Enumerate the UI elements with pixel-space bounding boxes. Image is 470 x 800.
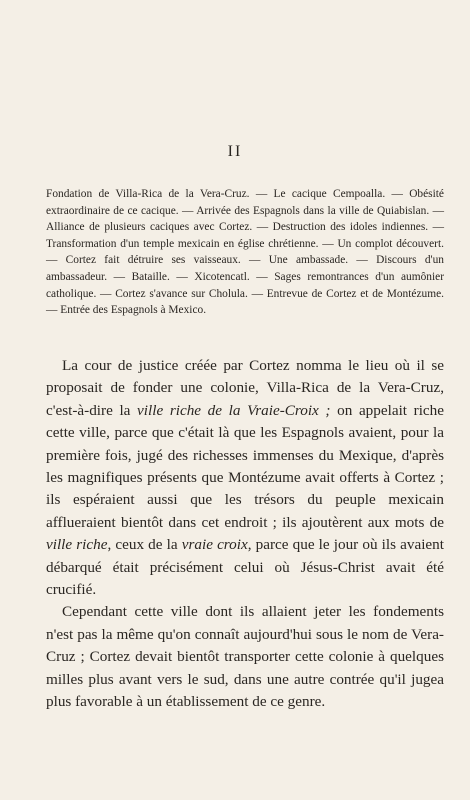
paragraph-1-part-1: La cour de justice créée par Cortez nomma le lieu où il se proposait de fonder une colonie, Villa-Rica de la Vera-Cruz, c'est-à-dire la [46,357,444,419]
chapter-number: II [227,143,243,160]
italic-phrase-ville-riche: ville riche [46,536,108,554]
italic-phrase-ville-riche-vraie-croix: ville riche de la Vraie-Croix ; [137,401,331,419]
chapter-summary: Fondation de Villa-Rica de la Vera-Cruz. — Le cacique Cempoalla. — Obésité extraordinaire de ce cacique. — Arrivée des Espagnols dans la ville de Quiabislan. — Alliance de plusieurs caciques avec Cortez. — Destruction des idoles indiennes. — Transformation d'un temple mexicain en église chrétienne. — Un complot découvert. — Cortez fait détruire ses vaisseaux. — Une ambassade. — Discours d'un ambassadeur. — Bataille. — Xicotencatl. — Sages remontrances d'un aumônier catholique. — Cortez s'avance sur Cholula. — Entrevue de Cortez et de Montézume. — Entrée des Espagnols à Mexico. [46,188,444,317]
paragraph-1 [46,355,444,601]
paragraph-1-part-2: on appelait riche cette ville, parce que c'était là que les Espagnols avaient, pour la première fois, jugé des richesses immenses du Mexique, d'après les magnifiques présents que Montézume avait offerts à Cortez ; ils espéraient aussi que les trésors du peuple mexicain afflueraient bientôt dans cet endroit ; ils ajoutèrent aux mots de [46,401,444,531]
paragraph-1-part-4: , parce que le jour où ils avaient débarqué était précisément celui où Jésus-Christ avait été crucifié. [46,536,444,599]
paragraph-2: Cependant cette ville dont ils allaient jeter les fondements n'est pas la même qu'on connaît aujourd'hui sous le nom de Vera-Cruz ; Cortez devait bientôt transporter cette colonie à quelques milles plus avant vers le sud, dans une autre contrée qu'il jugea plus favorable à un établissement de ce genre. [46,603,444,711]
body-text [46,355,444,714]
paragraph-1-part-3: , ceux de la [107,536,182,554]
italic-phrase-vraie-croix: vraie croix [181,536,248,554]
